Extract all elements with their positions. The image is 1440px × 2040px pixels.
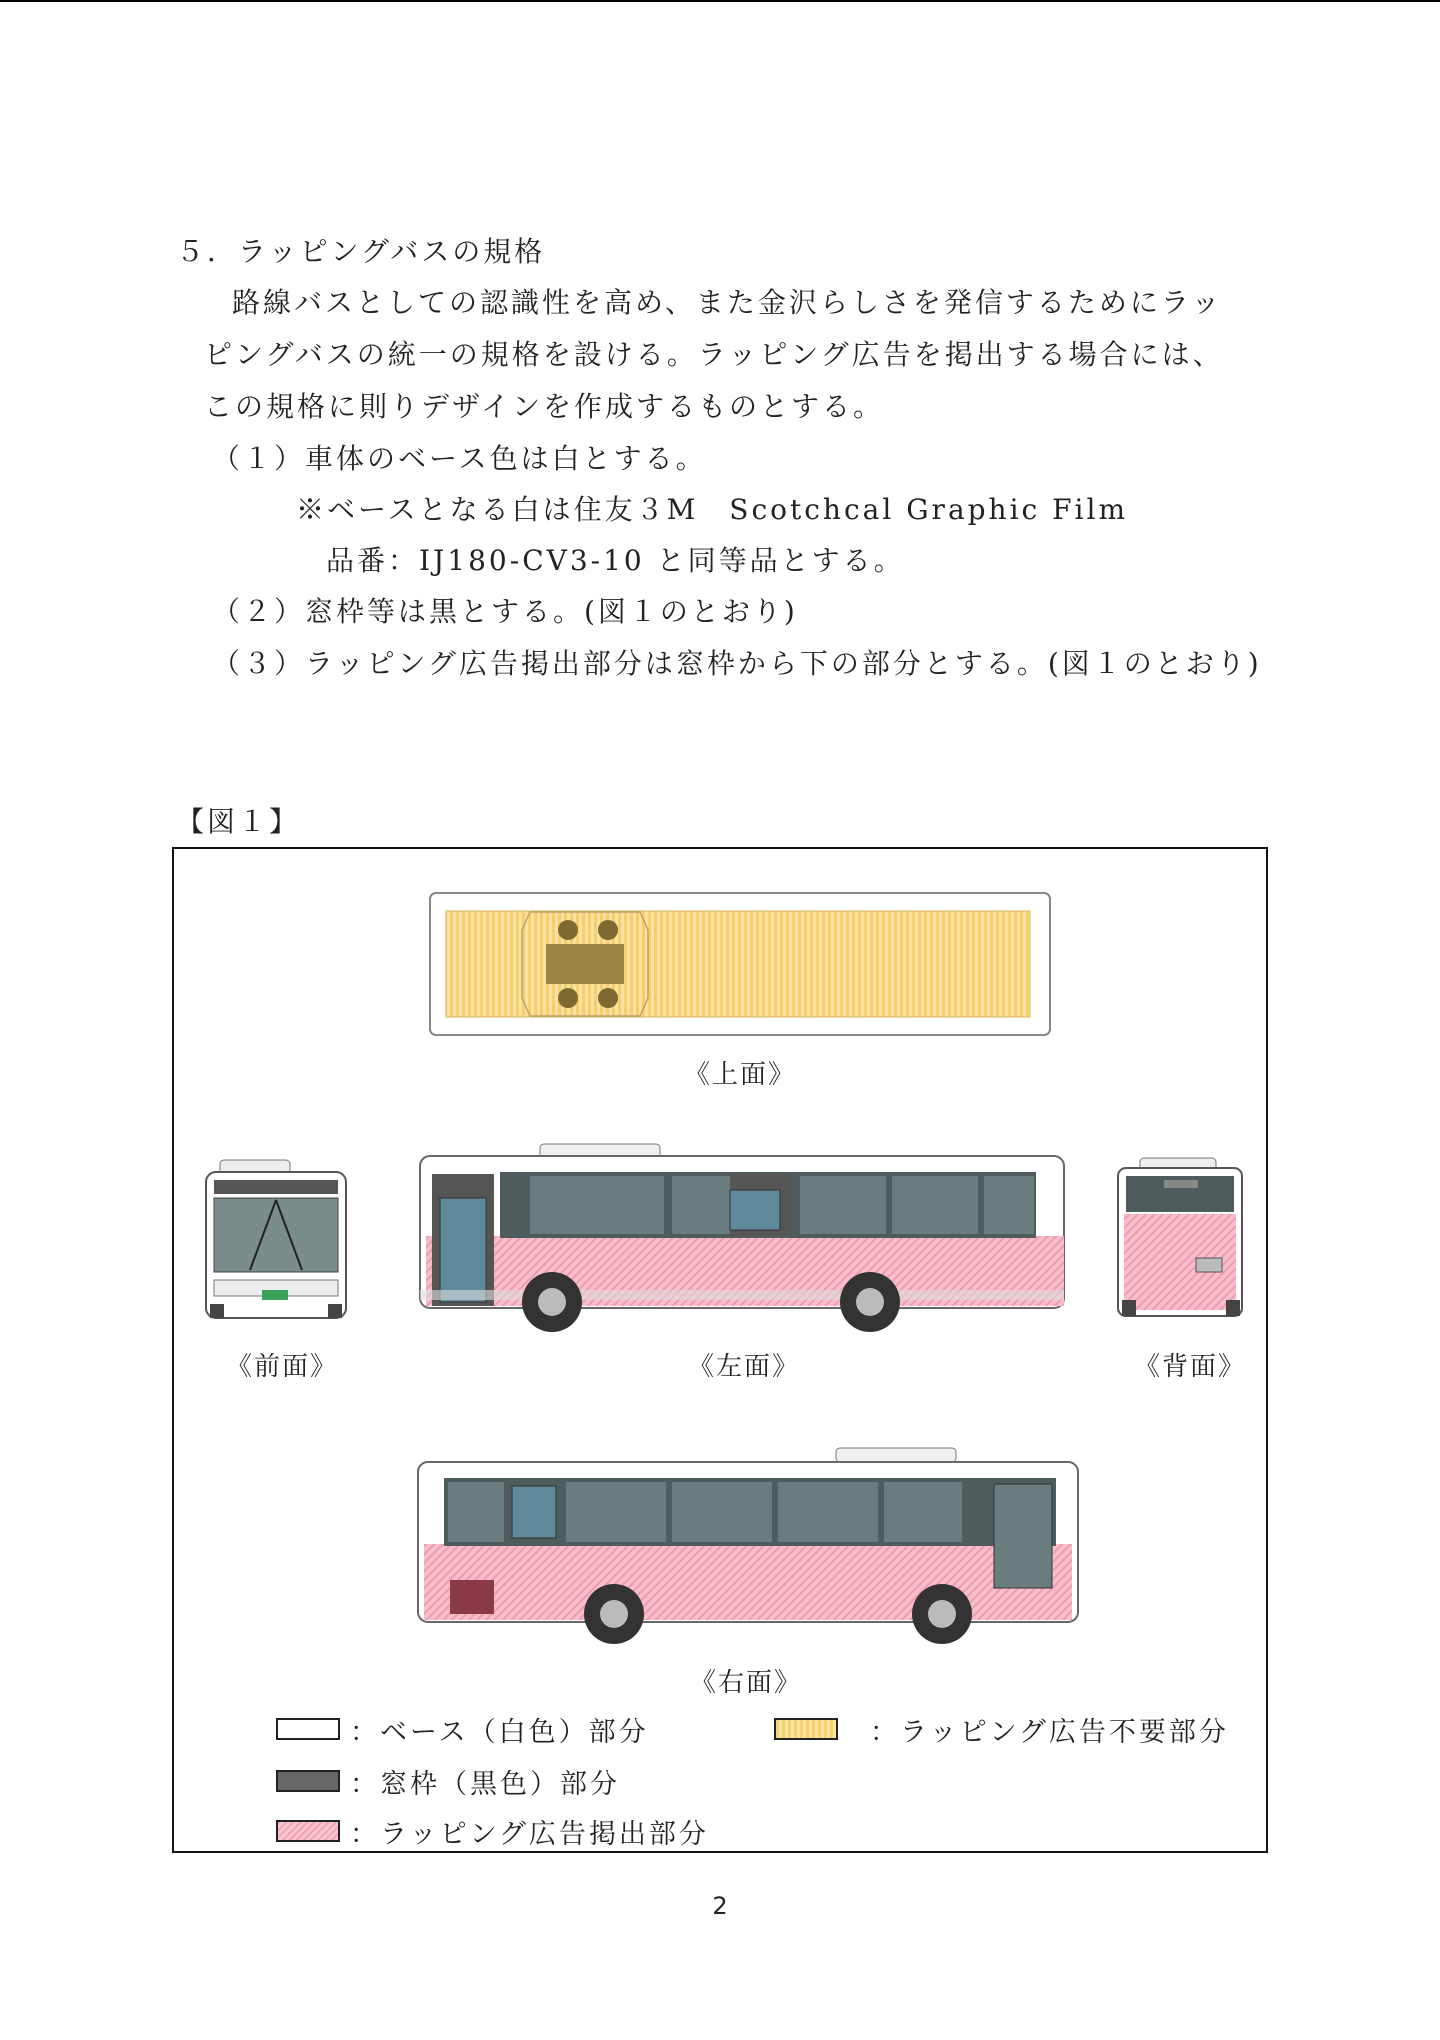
spec-note-film: ※ベースとなる白は住友３M Scotchcal Graphic Film — [296, 493, 1129, 526]
spec-item-1: （１）車体のベース色は白とする。 — [212, 442, 707, 475]
caption-left-view: 《左面》 — [688, 1352, 801, 1382]
bus-left-view — [420, 1144, 1064, 1332]
figure-label: 【図１】 — [176, 805, 301, 838]
paragraph-line-3: この規格に則りデザインを作成するものとする。 — [204, 390, 885, 423]
caption-right-view: 《右面》 — [690, 1668, 803, 1698]
spec-note-product-number: 品番：IJ180-CV3-10 と同等品とする。 — [326, 544, 905, 577]
section-heading: ５．ラッピングバスの規格 — [176, 235, 546, 268]
caption-front-view: 《前面》 — [226, 1352, 339, 1382]
legend-window-label: ：窓枠（黒色）部分 — [350, 1769, 620, 1800]
bus-top-view — [430, 893, 1050, 1035]
legend-base-label: ：ベース（白色）部分 — [350, 1717, 649, 1748]
bus-right-view — [418, 1448, 1078, 1644]
bus-back-view — [1118, 1158, 1242, 1316]
legend-swatch-no-ad-yellow — [774, 1718, 838, 1740]
legend-swatch-base-white — [276, 1718, 340, 1740]
caption-back-view: 《背面》 — [1134, 1352, 1247, 1382]
paragraph-line-1: 路線バスとしての認識性を高め、また金沢らしさを発信するためにラッ — [232, 286, 1223, 319]
legend-swatch-ad-pink — [276, 1820, 340, 1842]
caption-top-view: 《上面》 — [684, 1060, 797, 1090]
legend-ad-label: ：ラッピング広告掲出部分 — [350, 1819, 709, 1850]
bus-front-view — [206, 1160, 346, 1318]
legend-no-ad-label: ：ラッピング広告不要部分 — [870, 1717, 1229, 1748]
spec-item-2: （２）窓枠等は黒とする。(図１のとおり) — [212, 595, 798, 628]
spec-item-3: （３）ラッピング広告掲出部分は窓枠から下の部分とする。(図１のとおり) — [212, 647, 1262, 680]
page-number: 2 — [712, 1892, 728, 1920]
legend-swatch-window-black — [276, 1770, 340, 1792]
paragraph-line-2: ピングバスの統一の規格を設ける。ラッピング広告を掲出する場合には、 — [204, 338, 1224, 371]
